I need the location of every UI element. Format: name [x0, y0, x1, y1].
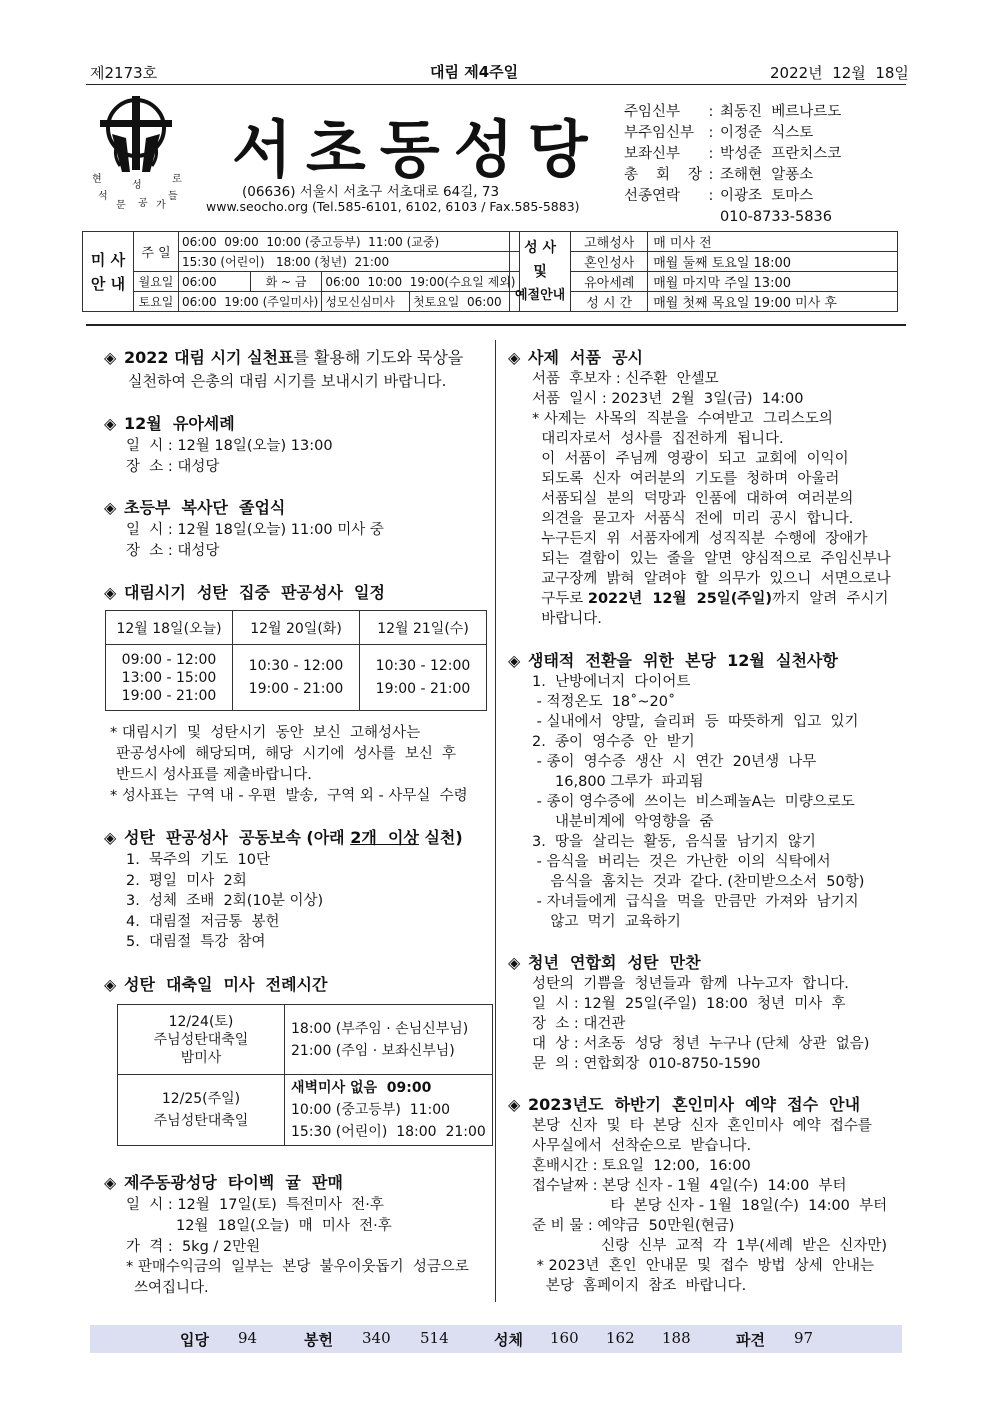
- christmas-day-times: 새벽미사 없음 09:00 10:00 (중고등부) 11:00 15:30 (어린이) 18:00 21:00: [285, 1075, 493, 1146]
- clergy-row: 선종연락 : 이광조 토마스: [624, 188, 814, 204]
- christmas-mass-table: [117, 1004, 493, 1146]
- graduation-time: 일 시 : 12월 18일(오늘) 11:00 미사 중: [126, 522, 384, 538]
- sale-note: * 판매수익금의 일부는 본당 불우이웃돕기 성금으로: [126, 1259, 469, 1275]
- logo-letter: 현: [92, 174, 102, 185]
- stat-value: 160: [550, 1329, 579, 1347]
- ordination-text: 서품 후보자 : 신주환 안셀모 서품 일시 : 2023년 2월 3일(금) 14:00 * 사제는 사목의 직분을 수여받고 그리스도의 대리자로서 성사를 집전하게 됩니다. 이 서품이 주님께 영광이 되고 교회에 이익이 되도록 신자 여러분의 기도를 청하며 아울러 서품되실 분의 덕망과 인품에 대하여 여러분의 의견을 묻고자 서품식 전에 미리 공시 합니다. 누구든지 위 서품자에게 성직직분 수행에 장애가 되는 결함이 있는 줄을 알면 양심적으로 주임신부나 교구장께 밝혀 알려야 할 의무가 있으니 서면으로나 구두로 2022년 12월 25일(주일)까지 알려 주시기 바랍니다.: [532, 371, 891, 627]
- saturday-time: 06:00 19:00 (주일미사): [179, 292, 322, 312]
- sacr-label: 예절안내: [515, 287, 566, 303]
- logo-letter: 석: [98, 191, 108, 202]
- diamond-icon: ◈: [104, 1173, 117, 1192]
- stat-label: 입당: [180, 1331, 209, 1349]
- section-youth-dinner: ◈ 청년 연합회 성탄 만찬: [508, 953, 701, 972]
- confession-times: 09:00 - 12:00 13:00 - 15:00 19:00 - 21:00: [106, 645, 233, 711]
- section-advent-practice: ◈ 2022 대림 시기 실천표를 활용해 기도와 묵상을: [104, 348, 464, 367]
- penance-item: 5. 대림절 특강 참여: [126, 934, 266, 950]
- section-ordination-notice: ◈ 사제 서품 공시: [508, 348, 644, 367]
- diamond-icon: ◈: [508, 953, 521, 972]
- monday-time: 06:00: [179, 272, 251, 292]
- clergy-row: 총 회 장 : 조해현 알퐁소: [624, 167, 814, 183]
- christmas-eve: 12/24(토) 주님성탄대축일 밤미사: [118, 1005, 285, 1075]
- baptism-time: 일 시 : 12월 18일(오늘) 13:00: [126, 438, 333, 454]
- penance-item: 3. 성체 조배 2회(10분 이상): [126, 893, 324, 909]
- saturday-label: 토요일: [134, 292, 179, 312]
- wedding-text: 본당 신자 및 타 본당 신자 혼인미사 예약 접수를 사무실에서 선착순으로 받습니다. 혼배시간 : 토요일 12:00, 16:00 접수날짜 : 본당 신자 - 1월 4일(수) 14:00 부터 타 본당 신자 - 1월 18일(수) 14:00 부터 준 비 물 : 예약금 50만원(현금) 신랑 신부 교적 각 1부(세례 받은 신자만) * 2023년 혼인 안내문 및 접수 방법 상세 안내는 본당 홈페이지 참조 바랍니다.: [532, 1118, 888, 1294]
- first-saturday: 첫토요일 06:00: [410, 292, 519, 312]
- section-altar-server-graduation: ◈ 초등부 복사단 졸업식: [104, 498, 286, 517]
- section-wedding-reservation: ◈ 2023년도 하반기 혼인미사 예약 접수 안내: [508, 1095, 861, 1114]
- column-divider: [495, 340, 496, 1302]
- section-tangerine-sale: ◈ 제주동광성당 타이벡 귤 판매: [104, 1173, 343, 1192]
- sale-time: 12월 18일(오늘) 매 미사 전·후: [176, 1218, 392, 1234]
- sacr-time: 매월 마지막 주일 13:00: [648, 272, 898, 292]
- stat-value: 97: [794, 1329, 814, 1347]
- logo-letter: 문: [116, 200, 126, 211]
- confession-table: [105, 610, 487, 711]
- graduation-place: 장 소 : 대성당: [126, 543, 220, 559]
- parish-contact: www.seocho.org (Tel.585-6101, 6102, 6103 / Fax.585-5883): [206, 199, 580, 214]
- issue-date: 2022년 12월 18일: [770, 64, 909, 82]
- penance-item: 4. 대림절 저금통 봉헌: [126, 914, 280, 930]
- parish-address: (06636) 서울시 서초구 서초대로 64길, 73: [242, 184, 500, 200]
- logo-letter: 성: [132, 180, 142, 191]
- logo-letter: 로: [172, 174, 182, 185]
- diamond-icon: ◈: [104, 348, 117, 367]
- section-ecological-practice: ◈ 생태적 전환을 위한 본당 12월 실천사항: [508, 651, 838, 670]
- logo-letter: 들: [168, 191, 178, 202]
- saturday-devotion: 성모신심미사: [322, 292, 410, 312]
- section-divider: [86, 324, 906, 326]
- issue-number: 제2173호: [90, 64, 158, 82]
- sacr-name: 성 시 간: [571, 292, 648, 312]
- ecological-text: 1. 난방에너지 다이어트 - 적정온도 18˚~20˚ - 실내에서 양말, 슬리퍼 등 따뜻하게 입고 있기 2. 종이 영수증 안 받기 - 종이 영수증 생산 시 연간 20년생 나무 16,800 그루가 파괴됨 - 종이 영수증에 쓰이는 비스페놀A는 미량으로도 내분비계에 악영향을 줌 3. 땅을 살리는 활동, 음식물 남기지 않기 - 음식을 버리는 것은 가난한 이의 식탁에서 음식을 훔치는 것과 같다. (찬미받으소서 50항) - 자녀들에게 급식을 먹을 만큼만 가져와 남기지 않고 먹기 교육하기: [532, 674, 865, 930]
- sacr-time: 매월 첫째 목요일 19:00 미사 후: [648, 292, 898, 312]
- stat-label: 봉헌: [304, 1331, 333, 1349]
- stat-value: 94: [238, 1329, 258, 1347]
- diamond-icon: ◈: [104, 414, 117, 433]
- diamond-icon: ◈: [508, 1095, 521, 1114]
- stat-value: 162: [606, 1329, 635, 1347]
- confession-note: 판공성사에 해당되며, 해당 시기에 성사를 보신 후: [116, 746, 457, 762]
- sacr-label: 성 사: [524, 239, 557, 256]
- sacr-name: 혼인성사: [571, 252, 648, 272]
- confession-date: 12월 21일(수): [360, 611, 487, 645]
- weekday-label: 화 ~ 금: [250, 272, 322, 292]
- baptism-place: 장 소 : 대성당: [126, 459, 220, 475]
- stat-label: 성체: [494, 1331, 523, 1349]
- diamond-icon: ◈: [104, 583, 117, 602]
- section-confession-schedule: ◈ 대림시기 성탄 집중 판공성사 일정: [104, 583, 385, 602]
- sunday-times-2: 15:30 (어린이) 18:00 (청년) 21:00: [179, 252, 520, 272]
- sale-note: 쓰여집니다.: [134, 1280, 209, 1296]
- clergy-row: 부주임신부 : 이정준 식스토: [624, 125, 814, 141]
- section-christmas-mass: ◈ 성탄 대축일 미사 전례시간: [104, 975, 328, 994]
- liturgical-week: 대림 제4주일: [430, 63, 519, 81]
- christmas-eve-times: 18:00 (부주임 · 손님신부님) 21:00 (주임 · 보좌신부님): [285, 1005, 493, 1075]
- sunday-label: 주 일: [134, 232, 179, 272]
- weekday-time: 06:00 10:00 19:00(수요일 제외): [322, 272, 519, 292]
- diamond-icon: ◈: [508, 651, 521, 670]
- stat-value: 188: [662, 1329, 691, 1347]
- stat-value: 340: [362, 1329, 391, 1347]
- sacr-name: 고해성사: [571, 232, 648, 252]
- confession-note: 반드시 성사표를 제출바랍니다.: [116, 767, 312, 783]
- sacr-time: 매월 둘째 토요일 18:00: [648, 252, 898, 272]
- mass-schedule: [82, 231, 520, 312]
- logo-letter: 공: [138, 198, 148, 209]
- sacr-time: 매 미사 전: [648, 232, 898, 252]
- logo-letter: 가: [156, 200, 166, 211]
- confession-times: 10:30 - 12:00 19:00 - 21:00: [233, 645, 360, 711]
- clergy-list: [624, 102, 904, 228]
- confession-times: 10:30 - 12:00 19:00 - 21:00: [360, 645, 487, 711]
- diamond-icon: ◈: [104, 975, 117, 994]
- mass-label: 미 사: [90, 250, 126, 269]
- parish-logo: [92, 92, 182, 211]
- confession-date: 12월 20일(화): [233, 611, 360, 645]
- clergy-row: 주임신부 : 최동진 베르나르도: [624, 104, 842, 120]
- section-common-penance: ◈ 성탄 판공성사 공동보속 (아래 2개 이상 실천): [104, 828, 463, 847]
- sunday-times-1: 06:00 09:00 10:00 (중고등부) 11:00 (교중): [179, 232, 520, 252]
- clergy-phone: 010-8733-5836: [720, 209, 832, 225]
- diamond-icon: ◈: [104, 498, 117, 517]
- clergy-row: 보좌신부 : 박성준 프란치스코: [624, 146, 842, 162]
- confession-note: * 성사표는 구역 내 - 우편 발송, 구역 외 - 사무실 수령: [110, 788, 468, 804]
- mass-label: 안 내: [90, 274, 126, 293]
- parish-name: 서초동성당: [232, 113, 602, 186]
- header-divider: [86, 84, 906, 85]
- sacr-name: 유아세례: [571, 272, 648, 292]
- diamond-icon: ◈: [104, 828, 117, 847]
- penance-item: 2. 평일 미사 2회: [126, 873, 247, 889]
- monday-label: 월요일: [134, 272, 179, 292]
- stat-label: 파견: [736, 1331, 765, 1349]
- sale-price: 가 격 : 5kg / 2만원: [126, 1239, 261, 1255]
- section-infant-baptism: ◈ 12월 유아세례: [104, 414, 235, 433]
- stat-value: 514: [420, 1329, 449, 1347]
- sacraments-table: [509, 231, 898, 312]
- youth-dinner-text: 성탄의 기쁨을 청년들과 함께 나누고자 합니다. 일 시 : 12월 25일(주일) 18:00 청년 미사 후 장 소 : 대건관 대 상 : 서초동 성당 청년 누구나 (단체 상관 없음) 문 의 : 연합회장 010-8750-1590: [532, 976, 870, 1072]
- christmas-day: 12/25(주일) 주님성탄대축일: [118, 1075, 285, 1146]
- penance-item: 1. 묵주의 기도 10단: [126, 852, 270, 868]
- attendance-stats: [90, 1325, 902, 1353]
- advent-practice-text: 실천하여 은총의 대림 시기를 보내시기 바랍니다.: [128, 372, 447, 390]
- sacr-label: 및: [533, 263, 547, 280]
- sale-time: 일 시 : 12월 17일(토) 특전미사 전·후: [126, 1197, 384, 1213]
- confession-note: * 대림시기 및 성탄시기 동안 보신 고해성사는: [110, 725, 421, 741]
- confession-date: 12월 18일(오늘): [106, 611, 233, 645]
- diamond-icon: ◈: [508, 348, 521, 367]
